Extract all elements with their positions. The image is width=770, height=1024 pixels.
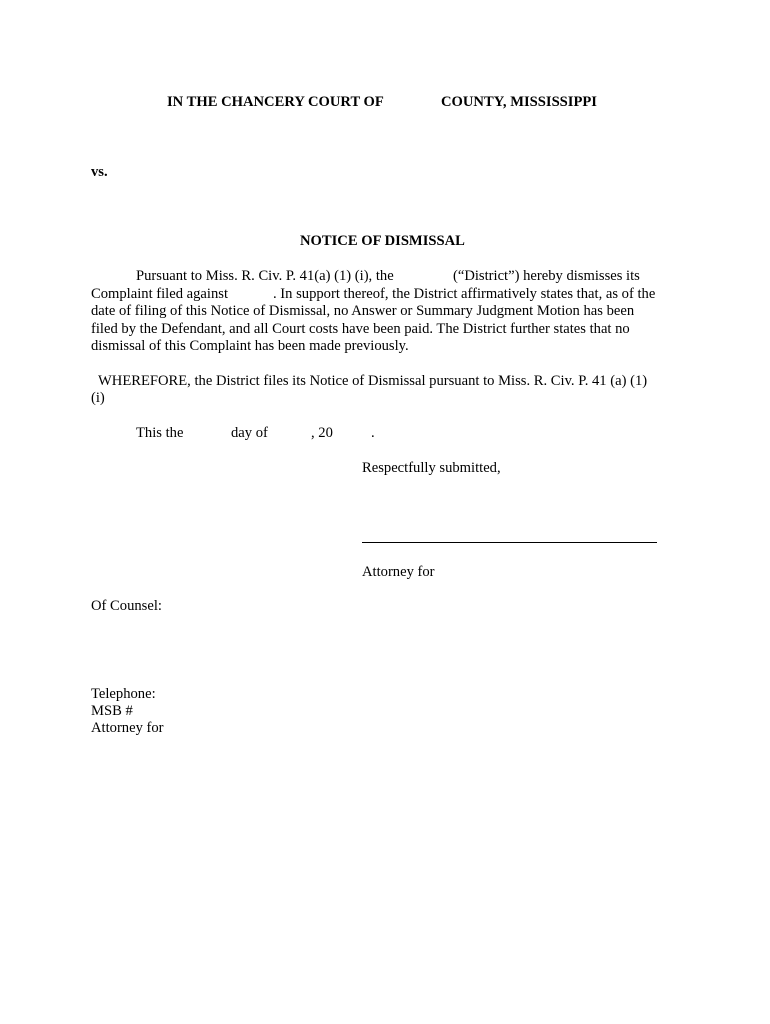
vs-label: vs. (91, 164, 108, 180)
attorney-for-signature: Attorney for (362, 564, 435, 580)
paragraph1-line4: filed by the Defendant, and all Court costs have been paid. The District further states that no (91, 321, 630, 337)
respectfully-submitted: Respectfully submitted, (362, 460, 501, 476)
paragraph2-line1-text: WHEREFORE, the District files its Notice of Dismissal pursuant to Miss. R. Civ. P. 41 (a) (1) (98, 373, 648, 389)
paragraph1-line3: date of filing of this Notice of Dismissal, no Answer or Summary Judgment Motion has been (91, 303, 635, 319)
paragraph1-line1-part-b: (“District”) hereby dismisses its (453, 268, 640, 284)
paragraph1-line2-part-a: Complaint filed against (91, 286, 228, 302)
court-heading-right: COUNTY, MISSISSIPPI (441, 94, 597, 110)
paragraph2-line2: (i) (91, 390, 105, 406)
paragraph1-line1-part-a: Pursuant to Miss. R. Civ. P. 41(a) (1) (i), the (136, 268, 394, 284)
msb-label: MSB # (91, 703, 133, 719)
signature-line (362, 542, 657, 543)
date-period: . (371, 425, 375, 441)
court-heading-left: IN THE CHANCERY COURT OF (167, 94, 384, 110)
date-day-of: day of (231, 425, 268, 441)
paragraph1-line2-part-b: . In support thereof, the District affirmatively states that, as of the (273, 286, 656, 302)
attorney-for-counsel: Attorney for (91, 720, 164, 736)
of-counsel-label: Of Counsel: (91, 598, 162, 614)
notice-title: NOTICE OF DISMISSAL (300, 233, 465, 249)
date-this-the: This the (136, 425, 184, 441)
date-year-prefix: , 20 (311, 425, 333, 441)
paragraph1-line5: dismissal of this Complaint has been made previously. (91, 338, 409, 354)
telephone-label: Telephone: (91, 686, 156, 702)
